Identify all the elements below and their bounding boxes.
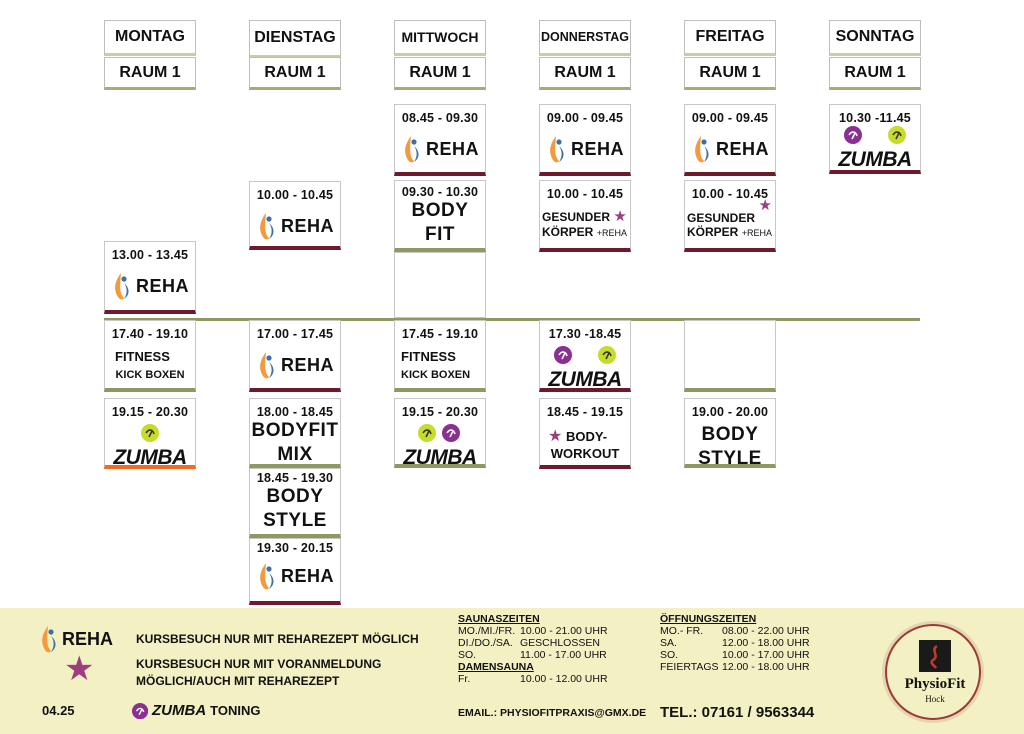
- legend-star-text: KURSBESUCH NUR MIT VORANMELDUNG: [136, 657, 382, 671]
- sauna-day: MO./MI./FR.: [458, 625, 516, 637]
- course-subtitle: MIX: [277, 444, 313, 465]
- course-title: REHA: [280, 215, 334, 236]
- course-card: [104, 320, 196, 392]
- course-card: [539, 320, 631, 392]
- sauna-time: 11.00 - 17.00 UHR: [520, 649, 607, 661]
- course-card: [539, 398, 631, 469]
- course-subtitle: STYLE: [698, 448, 762, 468]
- zumba-logo: ZUMBA: [113, 446, 187, 469]
- reha-icon: [401, 134, 421, 164]
- course-title: BODY: [266, 486, 324, 507]
- course-title: FITNESS: [115, 349, 170, 364]
- zumba-logo: ZUMBA: [838, 148, 912, 171]
- reha-icon: [256, 350, 276, 380]
- empty-slot: [684, 320, 776, 392]
- zumba-dancer-icon: [141, 424, 159, 442]
- course-time: 17.40 - 19.10: [111, 327, 189, 341]
- course-card: [104, 241, 196, 314]
- version-label: 04.25: [42, 703, 75, 718]
- course-card: [684, 398, 776, 468]
- course-title: BODYFIT: [251, 420, 339, 441]
- opening-day: FEIERTAGS: [660, 661, 719, 673]
- sauna-day: DI./DO./SA.: [458, 637, 513, 649]
- zumba-dancer-icon: [554, 346, 616, 364]
- course-time: 19.00 - 20.00: [691, 405, 769, 419]
- course-title: BODY: [701, 424, 759, 445]
- midday-divider: [104, 318, 920, 321]
- legend-zumba: [132, 702, 260, 719]
- course-card: [829, 104, 921, 174]
- course-title: BODY-: [565, 429, 608, 444]
- course-title: GESUNDER: [687, 211, 756, 225]
- opening-hours: [660, 613, 840, 673]
- legend-star-text-2: MÖGLICH/AUCH MIT REHAREZEPT: [136, 674, 340, 688]
- course-title: GESUNDER: [542, 210, 611, 224]
- star-icon: ★: [548, 428, 563, 445]
- zumba-dancer-icon: [418, 424, 462, 442]
- course-title: BODY: [411, 200, 469, 221]
- course-subtitle: KICK BOXEN: [115, 369, 185, 381]
- course-card: [394, 320, 486, 392]
- email-address[interactable]: EMAIL.: PHYSIOFITPRAXIS@GMX.DE: [458, 707, 647, 719]
- reha-suffix: +REHA: [596, 228, 627, 238]
- reha-icon: [546, 134, 566, 164]
- opening-time: 12.00 - 18.00 UHR: [722, 661, 810, 673]
- sauna-day: SO.: [458, 649, 477, 661]
- room-tuesday: RAUM 1: [249, 57, 341, 90]
- ladies-sauna-title: DAMENSAUNA: [458, 661, 534, 673]
- legend-zumba-text: TONING: [210, 703, 261, 718]
- header-friday: FREITAG: [684, 20, 776, 56]
- logo-figure-icon: [919, 640, 951, 672]
- course-title: REHA: [280, 565, 334, 586]
- course-time: 17.00 - 17.45: [256, 327, 334, 341]
- course-time: 19.15 - 20.30: [111, 405, 189, 419]
- opening-day: SA.: [660, 637, 677, 649]
- sauna-times: [458, 613, 638, 685]
- opening-day: MO.- FR.: [660, 625, 704, 637]
- course-time: 17.30 -18.45: [548, 327, 622, 341]
- room-wednesday: RAUM 1: [394, 57, 486, 90]
- course-time: 10.00 - 10.45: [256, 188, 334, 202]
- course-time: 19.30 - 20.15: [256, 541, 334, 555]
- course-time: 09.00 - 09.45: [691, 111, 769, 125]
- course-time: 13.00 - 13.45: [111, 248, 189, 262]
- course-subtitle: KICK BOXEN: [401, 369, 471, 381]
- course-time: 19.15 - 20.30: [401, 405, 479, 419]
- course-card: [684, 180, 776, 252]
- room-friday: RAUM 1: [684, 57, 776, 90]
- course-card: [104, 398, 196, 469]
- phone-number[interactable]: TEL.: 07161 / 9563344: [660, 704, 815, 721]
- course-title: REHA: [570, 138, 624, 159]
- course-subtitle: FIT: [425, 224, 455, 245]
- zumba-dancer-icon: [132, 703, 148, 719]
- opening-title: ÖFFNUNGSZEITEN: [660, 613, 757, 625]
- room-thursday: RAUM 1: [539, 57, 631, 90]
- zumba-dancer-icon: [844, 126, 906, 144]
- course-title: REHA: [135, 275, 189, 296]
- course-time: 10.00 - 10.45: [546, 187, 624, 201]
- opening-time: 12.00 - 18.00 UHR: [722, 637, 810, 649]
- reha-icon: [691, 134, 711, 164]
- opening-time: 08.00 - 22.00 UHR: [722, 625, 810, 637]
- course-card: [249, 398, 341, 468]
- course-title: REHA: [425, 138, 479, 159]
- course-time: 09.30 - 10.30: [401, 185, 479, 199]
- sauna-title: SAUNASZEITEN: [458, 613, 540, 625]
- course-time: 10.30 -11.45: [839, 111, 911, 125]
- legend-reha-label: REHA: [62, 628, 114, 649]
- course-time: 08.45 - 09.30: [401, 111, 479, 125]
- course-card: [539, 104, 631, 176]
- reha-icon: [111, 271, 131, 301]
- course-time: 18.45 - 19.15: [546, 405, 624, 419]
- course-title: REHA: [280, 354, 334, 375]
- zumba-logo: ZUMBA: [548, 368, 622, 391]
- reha-icon: [256, 561, 276, 591]
- course-card: [394, 180, 486, 252]
- course-card: [394, 398, 486, 468]
- course-card: [249, 181, 341, 250]
- sauna-time: 10.00 - 12.00 UHR: [520, 673, 608, 685]
- reha-icon: [38, 624, 58, 654]
- course-card: [249, 320, 341, 392]
- sauna-day: Fr.: [458, 673, 471, 685]
- course-card: [249, 468, 341, 538]
- course-subtitle: KÖRPER: [542, 225, 594, 239]
- reha-suffix: +REHA: [741, 228, 772, 238]
- header-wednesday: MITTWOCH: [394, 20, 486, 56]
- header-sunday: SONNTAG: [829, 20, 921, 56]
- star-icon: ★: [758, 197, 772, 214]
- course-time: 17.45 - 19.10: [401, 327, 479, 341]
- course-title: REHA: [715, 138, 769, 159]
- opening-day: SO.: [660, 649, 679, 661]
- legend-reha-text: KURSBESUCH NUR MIT REHAREZEPT MÖGLICH: [136, 632, 419, 646]
- sauna-time: GESCHLOSSEN: [520, 637, 600, 649]
- course-subtitle: KÖRPER: [687, 225, 739, 239]
- reha-icon: [256, 211, 276, 241]
- header-thursday: DONNERSTAG: [539, 20, 631, 56]
- logo-mark: [919, 640, 951, 672]
- star-icon: ★: [64, 650, 95, 688]
- course-card: [539, 180, 631, 252]
- room-sunday: RAUM 1: [829, 57, 921, 90]
- course-subtitle: STYLE: [263, 510, 327, 531]
- course-time: 10.00 - 10.45: [691, 187, 769, 201]
- logo-sub: Hock: [925, 694, 945, 704]
- physiofit-logo: [885, 624, 981, 720]
- header-monday: MONTAG: [104, 20, 196, 56]
- room-monday: RAUM 1: [104, 57, 196, 90]
- empty-slot: [394, 252, 486, 318]
- course-card: [684, 104, 776, 176]
- logo-name: PhysioFit: [904, 676, 966, 692]
- course-time: 09.00 - 09.45: [546, 111, 624, 125]
- course-card: [249, 538, 341, 605]
- star-icon: ★: [613, 208, 627, 225]
- course-subtitle: WORKOUT: [550, 446, 620, 461]
- course-title: FITNESS: [401, 349, 456, 364]
- sauna-time: 10.00 - 21.00 UHR: [520, 625, 608, 637]
- course-time: 18.00 - 18.45: [256, 405, 334, 419]
- opening-time: 10.00 - 17.00 UHR: [722, 649, 810, 661]
- course-time: 18.45 - 19.30: [256, 471, 334, 485]
- legend-zumba-label: ZUMBA: [152, 702, 207, 719]
- course-card: [394, 104, 486, 176]
- header-tuesday: DIENSTAG: [249, 20, 341, 58]
- zumba-logo: ZUMBA: [403, 446, 477, 468]
